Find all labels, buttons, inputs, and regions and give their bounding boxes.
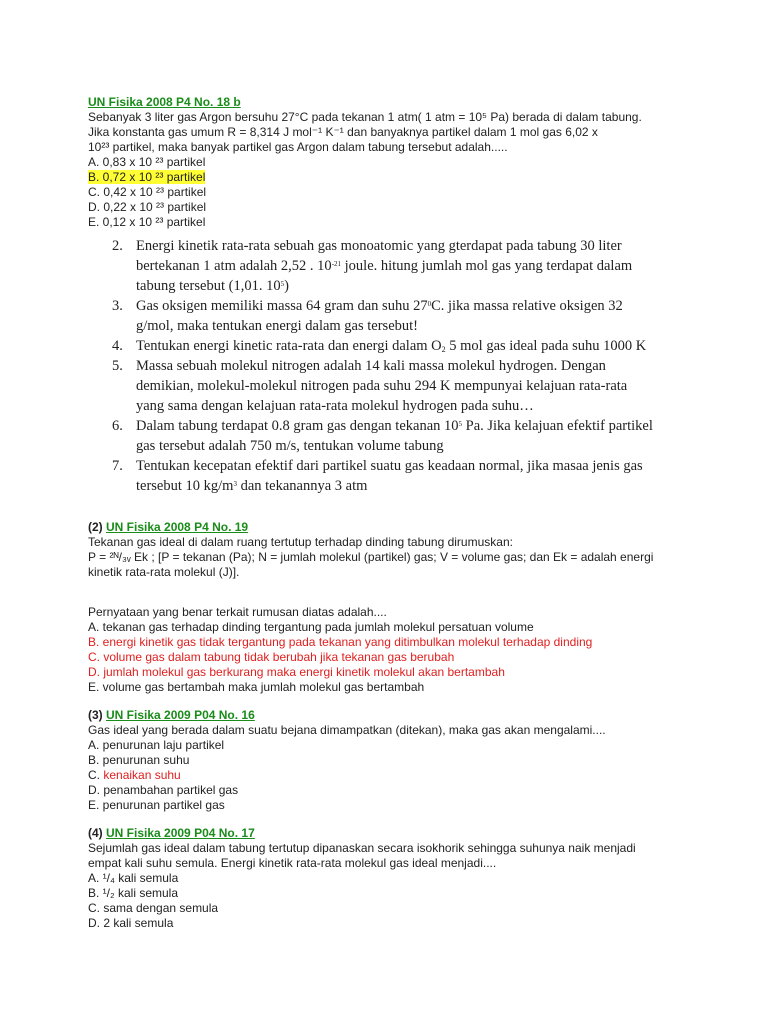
- question-1: [88, 95, 688, 230]
- q4-heading[interactable]: UN Fisika 2009 P04 No. 17: [106, 826, 255, 840]
- numbered-question-list: [112, 236, 682, 496]
- q4-text-line-1: Sejumlah gas ideal dalam tabung tertutup dipanaskan secara isokhorik sehingga suhunya naik menjadi: [88, 841, 636, 855]
- q3-option-d: D. penambahan partikel gas: [88, 783, 239, 797]
- q1-option-b-highlighted: B. 0,72 x 10 ²³ partikel: [88, 170, 206, 184]
- q1-option-a: A. 0,83 x 10 ²³ partikel: [88, 155, 206, 169]
- q4-option-a: A. ¹/₄ kali semula: [88, 871, 179, 885]
- q1-text-line-2: Jika konstanta gas umum R = 8,314 J mol⁻¹ K⁻¹ dan banyaknya partikel dalam 1 mol gas 6,02 x: [88, 125, 598, 139]
- q3-number: (3): [88, 708, 103, 722]
- q3-option-c-letter: C.: [88, 768, 104, 782]
- list-item-5: 5. Massa sebuah molekul nitrogen adalah 14 kali massa molekul hydrogen. Dengan demikian, molekul-molekul nitrogen pada suhu 294 K mempunyai kelajuan rata-rata yang sama dengan kelajuan rata-rata molekul hydrogen pada suhu…: [112, 358, 628, 414]
- q2-option-d: D. jumlah molekul gas berkurang maka energi kinetik molekul akan bertambah: [88, 665, 505, 679]
- q1-text-line-3: 10²³ partikel, maka banyak partikel gas Argon dalam tabung tersebut adalah.....: [88, 140, 508, 154]
- q2-text-line-3: kinetik rata-rata molekul (J)].: [88, 565, 240, 579]
- q2-heading[interactable]: UN Fisika 2008 P4 No. 19: [106, 520, 249, 534]
- q2-prompt: Pernyataan yang benar terkait rumusan diatas adalah....: [88, 605, 387, 619]
- q2-option-b: B. energi kinetik gas tidak tergantung pada tekanan yang ditimbulkan molekul terhadap dinding: [88, 635, 593, 649]
- q4-option-c: C. sama dengan semula: [88, 901, 219, 915]
- q1-text-line-1: Sebanyak 3 liter gas Argon bersuhu 27°C pada tekanan 1 atm( 1 atm = 10⁵ Pa) berada di dalam tabung.: [88, 110, 642, 124]
- q4-number: (4): [88, 826, 103, 840]
- q1-heading[interactable]: UN Fisika 2008 P4 No. 18 b: [88, 95, 241, 109]
- question-3: [88, 708, 688, 813]
- q3-option-e: E. penurunan partikel gas: [88, 798, 225, 812]
- q2-option-c: C. volume gas dalam tabung tidak berubah jika tekanan gas berubah: [88, 650, 455, 664]
- q2-text-line-2: P = ²ᴺ/₃ᵥ Ek ; [P = tekanan (Pa); N = jumlah molekul (partikel) gas; V = volume gas; dan Ek = adalah energi: [88, 550, 654, 564]
- q2-number: (2): [88, 520, 103, 534]
- q4-option-b: B. ¹/₂ kali semula: [88, 886, 179, 900]
- q2-text-line-1: Tekanan gas ideal di dalam ruang tertutup terhadap dinding tabung dirumuskan:: [88, 535, 513, 549]
- list-item-4: 4. Tentukan energi kinetic rata-rata dan energi dalam $O_2$ 5 mol gas ideal pada suhu 1000 K: [112, 338, 647, 354]
- q3-option-a: A. penurunan laju partikel: [88, 738, 225, 752]
- q3-option-b: B. penurunan suhu: [88, 753, 190, 767]
- q3-text-line-1: Gas ideal yang berada dalam suatu bejana dimampatkan (ditekan), maka gas akan mengalami....: [88, 723, 606, 737]
- list-item-6: 6. Dalam tabung terdapat 0.8 gram gas dengan tekanan $10^5$ Pa. Jika kelajuan efektif partikel gas tersebut adalah 750 m/s, tentukan volume tabung: [112, 418, 653, 454]
- q4-option-d: D. 2 kali semula: [88, 916, 174, 930]
- question-4: [88, 826, 688, 931]
- q1-option-d: D. 0,22 x 10 ²³ partikel: [88, 200, 207, 214]
- q2-option-a: A. tekanan gas terhadap dinding tergantung pada jumlah molekul persatuan volume: [88, 620, 534, 634]
- list-item-3: 3. Gas oksigen memiliki massa 64 gram dan suhu $27^0C$. jika massa relative oksigen 32 g/mol, maka tentukan energi dalam gas tersebut!: [112, 298, 623, 334]
- q1-option-e: E. 0,12 x 10 ²³ partikel: [88, 215, 206, 229]
- q2-option-e: E. volume gas bertambah maka jumlah molekul gas bertambah: [88, 680, 425, 694]
- list-item-2: 2. Energi kinetik rata-rata sebuah gas monoatomic yang gterdapat pada tabung 30 liter bertekanan 1 atm adalah 2,52 . $10^{-21}$ joule. hitung jumlah mol gas yang terdapat dalam tabung tersebut (1,01. $10^5$): [112, 238, 633, 294]
- list-item-7: 7. Tentukan kecepatan efektif dari partikel suatu gas keadaan normal, jika masaa jenis gas tersebut 10 $kg/m^3$ dan tekanannya 3 atm: [112, 458, 643, 494]
- question-2: [88, 520, 688, 695]
- q3-heading[interactable]: UN Fisika 2009 P04 No. 16: [106, 708, 255, 722]
- q3-option-c: kenaikan suhu: [103, 768, 181, 782]
- q4-text-line-2: empat kali suhu semula. Energi kinetik rata-rata molekul gas ideal menjadi....: [88, 856, 497, 870]
- q1-option-c: C. 0,42 x 10 ²³ partikel: [88, 185, 207, 199]
